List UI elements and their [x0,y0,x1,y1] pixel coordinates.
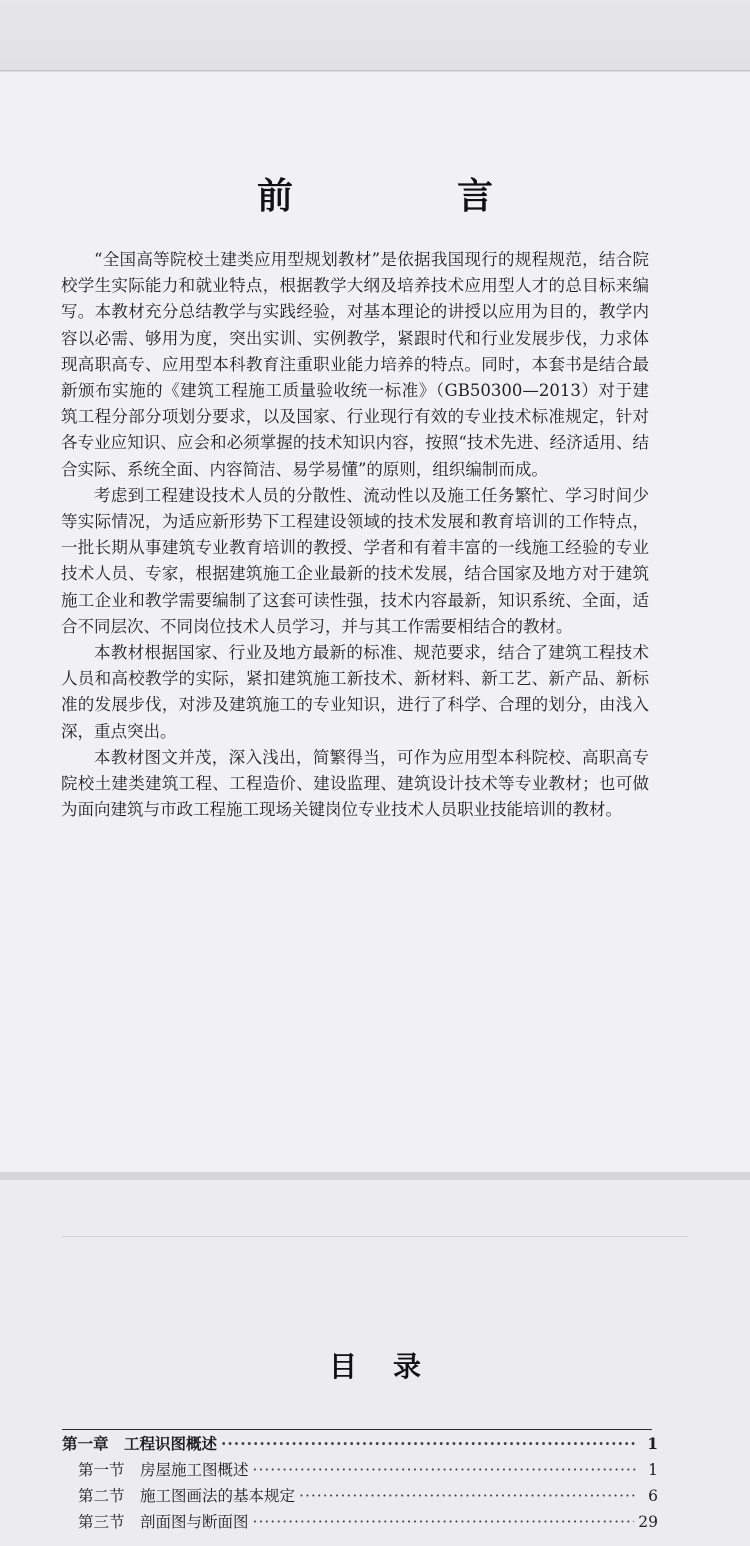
toc-entry-page: 1 [648,1461,658,1479]
preface-title: 前 言 [256,176,557,217]
preface-paragraph-3: 本教材根据国家、行业及地方最新的标准、规范要求，结合了建筑工程技术人员和高校教学的实际，紧扣建筑施工新技术、新材料、新工艺、新产品、新标准的发展步伐，对涉及建筑施工的专业知识，进行了科学、合理的划分，由浅入深，重点突出。 [61,643,649,741]
toc-entry-label: 第三节 剖面图与断面图 [78,1513,249,1531]
toc-divider [62,1429,652,1430]
toc-title: 目录 [328,1350,457,1383]
preface-paragraph-2: 考虑到工程建设技术人员的分散性、流动性以及施工任务繁忙、学习时间少等实际情况，为适应新形势下工程建设领域的技术发展和教育培训的工作特点，一批长期从事建筑专业教育培训的教授、学者和有着丰富的一线施工经验的专业技术人员、专家，根据建筑施工企业最新的技术发展，结合国家及地方对于建筑施工企业和教学需要编制了这套可读性强，技术内容最新，知识系统、全面，适合不同层次、不同岗位技术人员学习，并与其工作需要相结合的教材。 [61,485,649,636]
toc-entry-label: 第一节 房屋施工图概述 [78,1461,249,1479]
previous-page-edge [0,0,750,71]
toc-leader-dots [253,1513,635,1531]
toc-entry-section-2[interactable] [62,1484,658,1510]
toc-entry-label: 第二节 施工图画法的基本规定 [78,1487,296,1505]
preface-body [61,247,649,823]
toc-entry-page: 6 [648,1487,658,1505]
preface-paragraph-1: “全国高等院校土建类应用型规划教材”是依据我国现行的规程规范，结合院校学生实际能力和就业特点，根据教学大纲及培养技术应用型人才的总目标来编写。本教材充分总结教学与实践经验，对基本理论的讲授以应用为目的，教学内容以必需、够用为度，突出实训、实例教学，紧跟时代和行业发展步伐，力求体现高职高专、应用型本科教育注重职业能力培养的特点。同时，本套书是结合最新颁布实施的《建筑工程施工质量验收统一标准》（GB50300—2013）对于建筑工程分部分项划分要求，以及国家、行业现行有效的专业技术标准规定，针对各专业应知识、应会和必须掌握的技术知识内容，按照“技术先进、经济适用、结合实际、系统全面、内容简洁、易学易懂”的原则，组织编制而成。 [61,250,649,479]
toc-entry-page: 1 [647,1434,658,1453]
page-gap [0,1172,750,1180]
toc-leader-dots [221,1434,636,1453]
toc-entry-page: 29 [638,1513,658,1531]
toc-entry-section-3[interactable] [62,1510,658,1536]
toc-entry-label: 第一章 工程识图概述 [62,1434,218,1453]
toc-list [62,1432,658,1536]
toc-leader-dots [299,1487,636,1505]
toc-header-rule [62,1236,688,1237]
preface-paragraph-4: 本教材图文并茂，深入浅出，简繁得当，可作为应用型本科院校、高职高专院校土建类建筑工程、工程造价、建设监理、建筑设计技术等专业教材；也可做为面向建筑与市政工程施工现场关键岗位专业技术人员职业技能培训的教材。 [61,747,649,820]
toc-leader-dots [253,1461,636,1479]
toc-entry-chapter-1[interactable] [62,1432,658,1458]
toc-entry-section-1[interactable] [62,1458,658,1484]
